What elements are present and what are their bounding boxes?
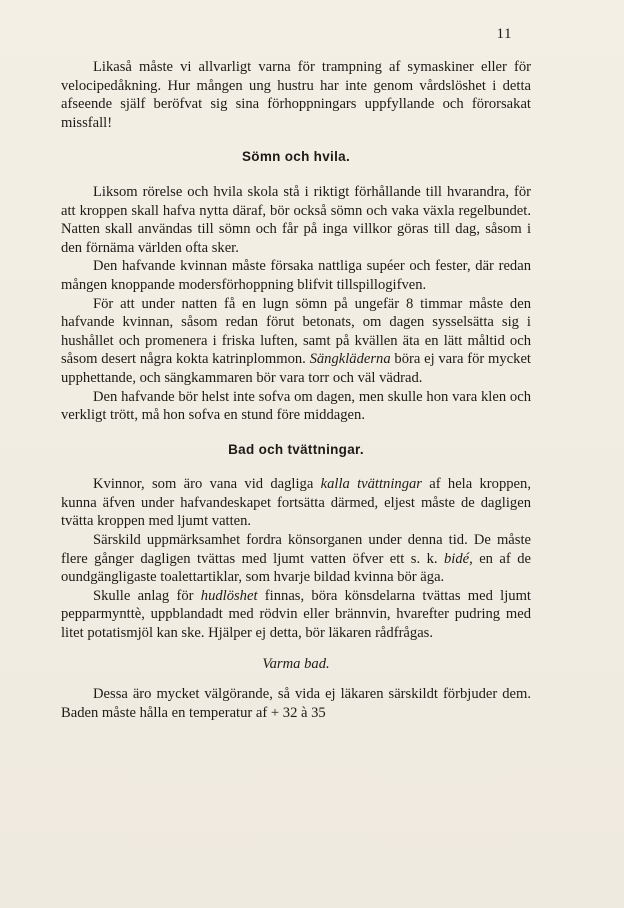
bath-p3-text-b: finnas, böra könsdelarna tvättas med ljumt pepparmynttè, uppblandadt med rödvin eller brännvin, hvarefter pudring med litet potatismjöl kan ske. Hjälper ej detta, bör läkaren rådfrågas.	[61, 587, 531, 642]
sleep-paragraph-2: Den hafvande kvinnan måste försaka nattliga supéer och fester, där redan mången knoppande modersförhoppning blifvit tillspillogifven.	[61, 258, 531, 293]
intro-paragraph: Likaså måste vi allvarligt varna för trampning af symaskiner eller för velocipedåkning. Hur mången ung hustru har inte genom vårdslöshet i detta afseende själf beröfvat sig sina förhoppningars uppfyllande och förorsakat missfall!	[61, 59, 531, 131]
bath-p3-text-a: Skulle anlag för	[93, 587, 201, 604]
sleep-p3-text-b: böra ej vara för mycket upphettande, och sängkammaren bör vara torr och väl vädrad.	[61, 351, 531, 386]
bath-paragraph-1	[61, 475, 531, 531]
bath-paragraph-2	[61, 531, 531, 587]
bath-p2-text-b: , en af de oundgängligaste toalettartiklar, som hvarje bildad kvinna bör äga.	[61, 550, 531, 586]
bath-p2-text-a: Särskild uppmärksamhet fordra könsorganen under denna tid. De måste flere gånger dagligen tvättas med ljumt vatten öfver ett s. k.	[61, 532, 531, 567]
sleep-paragraph-3	[61, 295, 531, 388]
page-number: 11	[496, 26, 512, 42]
sleep-paragraph-4: Den hafvande bör helst inte sofva om dagen, men skulle hon vara klen och verkligt trött, må hon sofva en stund före middagen.	[61, 388, 531, 424]
bath-p2-emphasis: bidé	[443, 550, 470, 567]
subheading-warm-baths: Varma bad.	[262, 655, 330, 672]
page-content	[61, 58, 531, 722]
bath-p3-emphasis: hudlöshet	[200, 587, 258, 604]
section-heading-bath: Bad och tvättningar.	[228, 441, 364, 457]
sleep-p3-emphasis: Sängkläderna	[309, 351, 391, 368]
sleep-p3-text-a: För att under natten få en lugn sömn på ungefär 8 timmar måste den hafvande kvinnan, såsom redan förut betonats, om dagen sysselsätta sig i hushållet och promenera i friska luften, samt på kvällen äta en lätt måltid och såsom desert några kokta katrinplommon.	[61, 295, 531, 368]
bath-p1-text-b: af hela kroppen, kunna äfven under hafvandeskapet fortsätta därmed, eljest måste de dagligen tvätta kroppen med ljumt vatten.	[61, 476, 531, 530]
bath-paragraph-3	[61, 587, 531, 643]
bath-p1-text-a: Kvinnor, som äro vana vid dagliga	[93, 476, 321, 493]
bath-p1-emphasis: kalla tvättningar	[320, 476, 422, 493]
sleep-paragraph-1: Liksom rörelse och hvila skola stå i riktigt förhållande till hvarandra, för att kroppen skall hafva nytta däraf, bör också sömn och vaka växla regelbundet. Natten skall användas till sömn och får på inga villkor göras till dag, såsom i den förnäma världen ofta sker.	[61, 183, 531, 256]
section-heading-sleep: Sömn och hvila.	[241, 149, 351, 165]
warm-bath-paragraph: Dessa äro mycket välgörande, så vida ej läkaren särskildt förbjuder dem. Baden måste hålla en temperatur af + 32 à 35	[61, 686, 531, 721]
